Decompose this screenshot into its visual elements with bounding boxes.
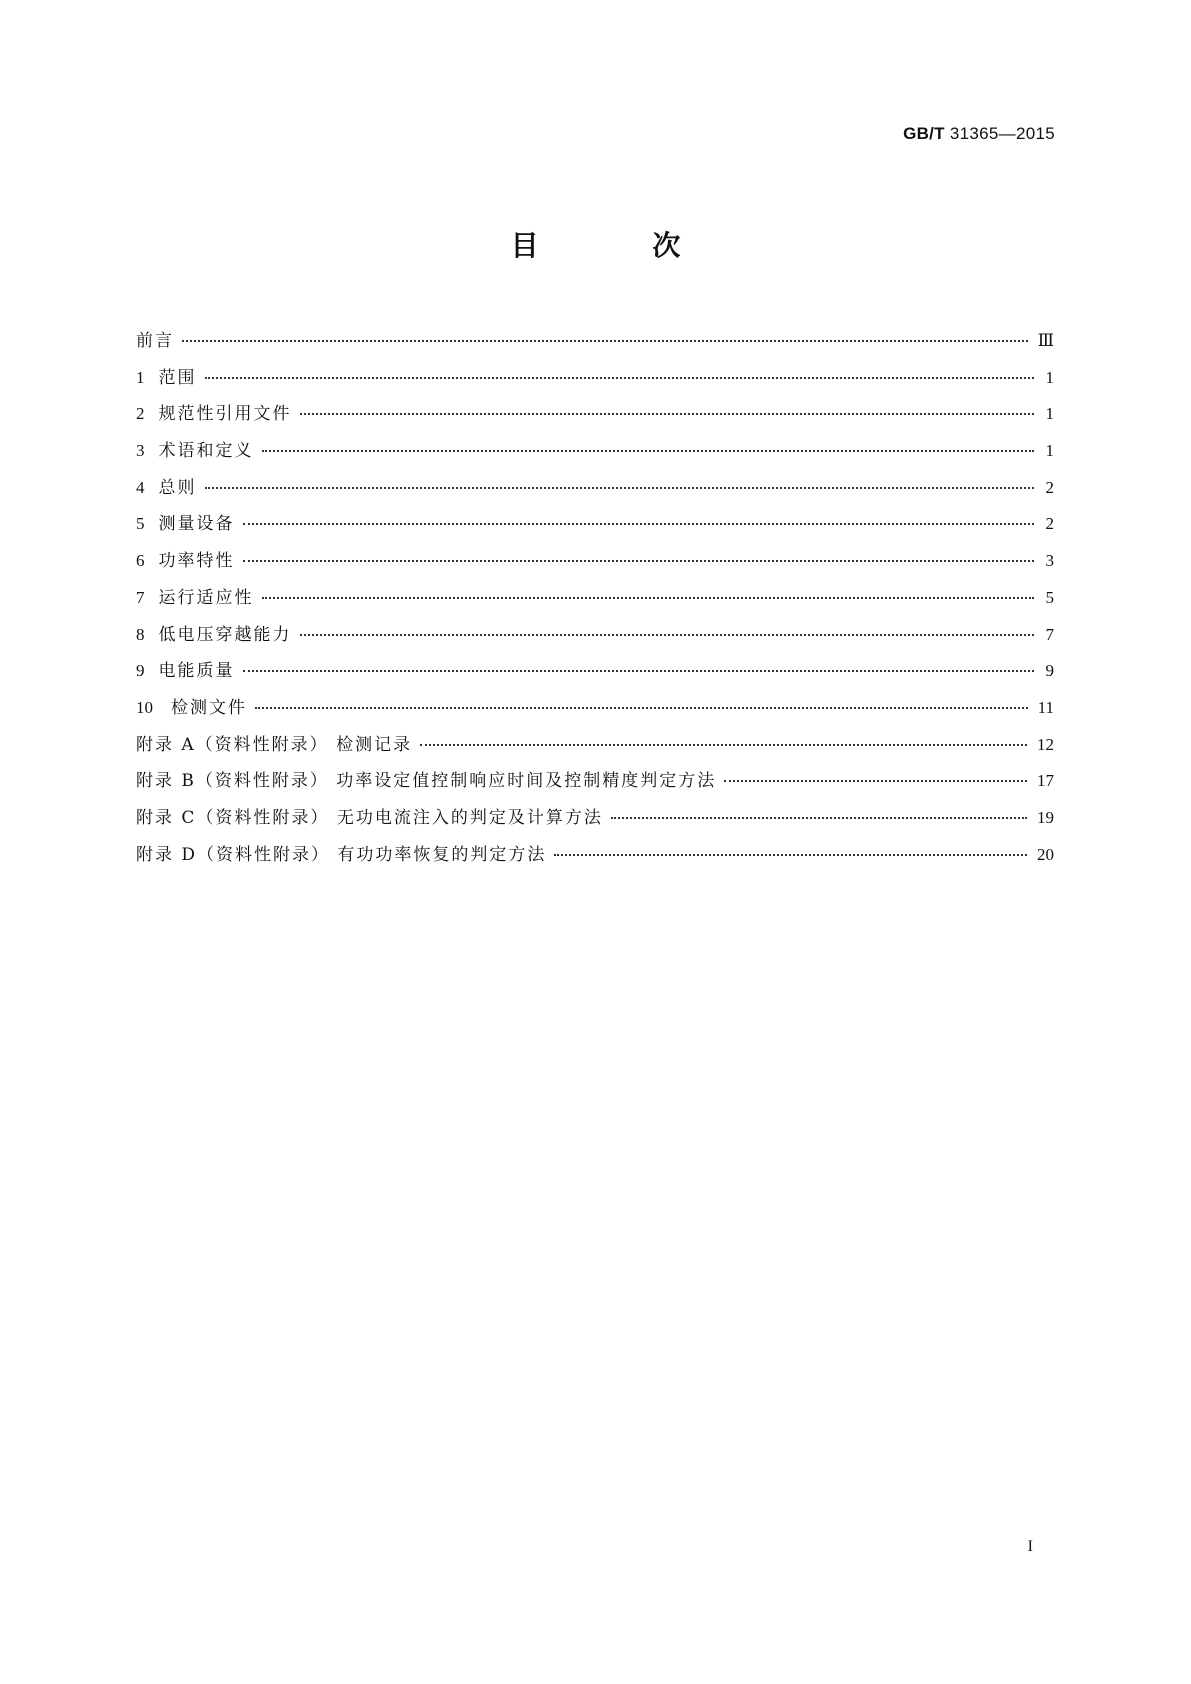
- toc-page: 17: [1037, 771, 1054, 791]
- toc-leader-dots: [205, 486, 1035, 489]
- toc-label: 运行适应性: [158, 587, 254, 608]
- toc-page: 3: [1045, 551, 1054, 571]
- toc-page: 1: [1045, 404, 1054, 424]
- toc-page: 7: [1045, 624, 1054, 644]
- toc-entry-9[interactable]: [136, 656, 1054, 693]
- toc-label: 总则: [158, 477, 197, 498]
- toc-leader-dots: [300, 633, 1035, 636]
- toc-entry-appendix-a[interactable]: [136, 730, 1054, 767]
- toc-entry-8[interactable]: [136, 620, 1054, 657]
- toc-number: 7: [136, 587, 145, 607]
- toc-number: 6: [136, 551, 145, 571]
- toc-label: 附录 A（资料性附录） 检测记录: [136, 734, 413, 755]
- standard-prefix: GB/T: [903, 124, 945, 143]
- toc-label: 附录 C（资料性附录） 无功电流注入的判定及计算方法: [136, 807, 603, 828]
- toc-entry-7[interactable]: [136, 583, 1054, 620]
- toc-entry-2[interactable]: [136, 399, 1054, 436]
- toc-entry-foreword[interactable]: [136, 326, 1054, 363]
- toc-page: 11: [1037, 697, 1054, 717]
- toc-leader-dots: [243, 669, 1035, 672]
- toc-entry-6[interactable]: [136, 546, 1054, 583]
- toc-entry-appendix-c[interactable]: [136, 803, 1054, 840]
- toc-number: 10: [136, 697, 153, 717]
- toc-page: 12: [1037, 734, 1054, 754]
- toc-entry-appendix-d[interactable]: [136, 840, 1054, 877]
- toc-label: 电能质量: [158, 661, 235, 682]
- toc-number: 9: [136, 661, 145, 681]
- toc-label: 附录 D（资料性附录） 有功功率恢复的判定方法: [136, 844, 547, 865]
- toc-page: 9: [1045, 661, 1054, 681]
- standard-number: 31365—2015: [949, 124, 1055, 143]
- toc-entry-1[interactable]: [136, 363, 1054, 400]
- toc-leader-dots: [243, 522, 1035, 525]
- toc-leader-dots: [255, 706, 1028, 709]
- toc-page: Ⅲ: [1037, 331, 1054, 350]
- toc-leader-dots: [182, 339, 1028, 342]
- toc-entry-appendix-b[interactable]: [136, 766, 1054, 803]
- toc-label: 范围: [158, 367, 197, 388]
- toc-number: 5: [136, 514, 145, 534]
- toc-leader-dots: [300, 412, 1035, 415]
- toc-label: 检测文件: [171, 697, 247, 718]
- toc-page: 1: [1045, 441, 1054, 461]
- toc-label: 前言: [136, 331, 174, 351]
- toc-label: 功率特性: [158, 551, 235, 572]
- toc-number: 4: [136, 477, 145, 497]
- toc-page: 19: [1037, 807, 1054, 827]
- toc-entry-10[interactable]: [136, 693, 1054, 730]
- toc-number: 8: [136, 624, 145, 644]
- toc-entry-5[interactable]: [136, 509, 1054, 546]
- toc-leader-dots: [420, 743, 1027, 746]
- toc-page: 2: [1045, 514, 1054, 534]
- toc-leader-dots: [611, 816, 1027, 819]
- standard-code: [903, 124, 1055, 144]
- toc-leader-dots: [724, 779, 1027, 782]
- toc-number: 1: [136, 367, 145, 387]
- toc-leader-dots: [205, 376, 1035, 379]
- toc-label: 低电压穿越能力: [158, 624, 292, 645]
- toc-leader-dots: [243, 559, 1035, 562]
- toc-number: 3: [136, 441, 145, 461]
- page-number: I: [1027, 1538, 1033, 1555]
- toc-page: 5: [1045, 587, 1054, 607]
- toc-label: 规范性引用文件: [158, 404, 292, 425]
- toc-label: 测量设备: [158, 514, 235, 535]
- toc-page: 1: [1045, 367, 1054, 387]
- toc-page: 20: [1037, 844, 1054, 864]
- toc-label: 附录 B（资料性附录） 功率设定值控制响应时间及控制精度判定方法: [136, 771, 717, 792]
- toc-page: 2: [1045, 477, 1054, 497]
- toc-leader-dots: [554, 853, 1027, 856]
- page-title: 目 次: [510, 229, 733, 262]
- toc-leader-dots: [262, 449, 1035, 452]
- toc-entry-3[interactable]: [136, 436, 1054, 473]
- toc-leader-dots: [262, 596, 1035, 599]
- toc-entry-4[interactable]: [136, 473, 1054, 510]
- table-of-contents: [136, 326, 1054, 876]
- toc-label: 术语和定义: [158, 441, 254, 462]
- toc-number: 2: [136, 404, 145, 424]
